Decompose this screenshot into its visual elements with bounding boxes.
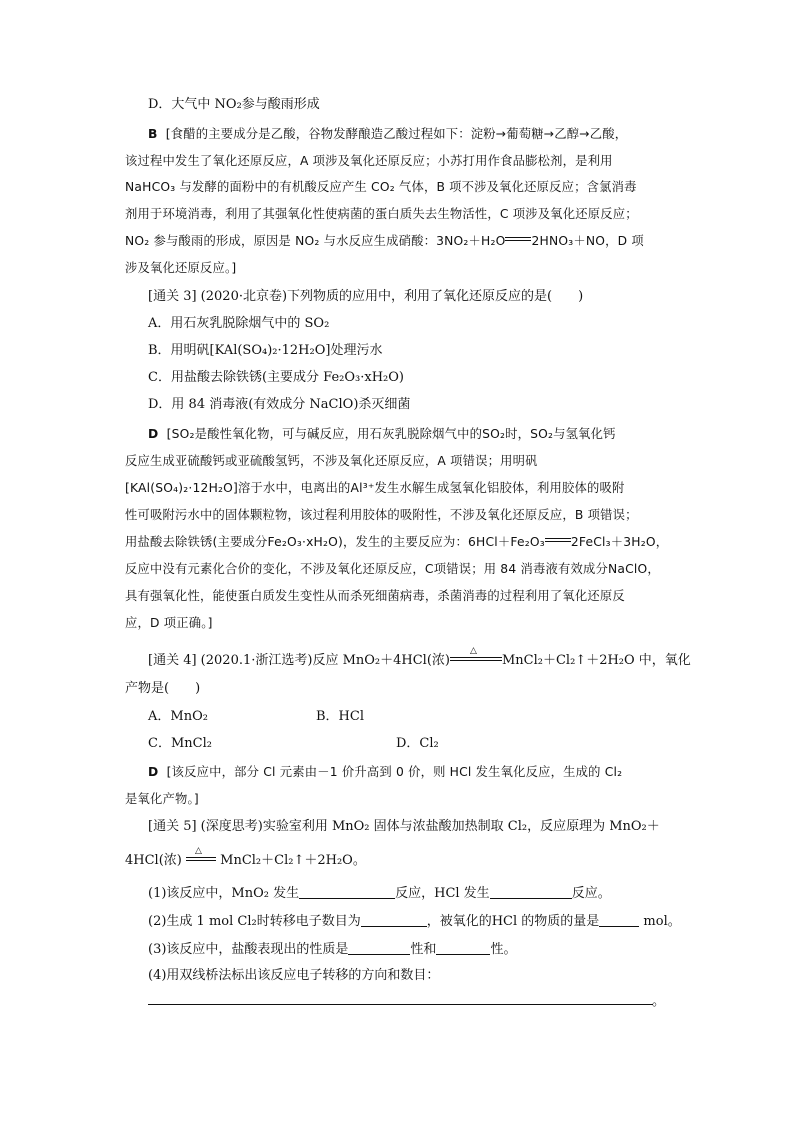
answer-explanation xyxy=(148,763,622,781)
answer-line[interactable] xyxy=(148,1004,653,1005)
explanation-text: [食醋的主要成分是乙酸，谷物发酵酿造乙酸过程如下：淀粉→葡萄糖→乙醇→乙酸， xyxy=(165,127,628,141)
sub-question-text: 反应，HCl 发生 xyxy=(395,886,490,901)
question-stem xyxy=(148,646,691,670)
sub-question-4: (4)用双线桥法标出该反应电子转移的方向和数目： xyxy=(148,968,440,983)
sub-question-text: 反应。 xyxy=(571,886,611,901)
answer-letter: B xyxy=(148,127,158,141)
answer-blank[interactable] xyxy=(436,940,490,955)
equals-sign xyxy=(505,235,531,245)
heat-symbol: △ xyxy=(195,846,202,856)
explanation-line: 剂用于环境消毒，利用了其强氧化性使病菌的蛋白质失去生物活性，C 项涉及氧化还原反应； xyxy=(125,207,638,221)
option-a: A．用石灰乳脱除烟气中的 SO₂ xyxy=(148,316,330,331)
answer-letter: D xyxy=(148,427,159,441)
answer-blank[interactable] xyxy=(490,884,572,899)
option-a: A．MnO₂ xyxy=(148,709,208,724)
explanation-line xyxy=(125,232,644,250)
sub-question-text: mol。 xyxy=(639,914,681,929)
sub-question-2 xyxy=(148,912,681,931)
answer-blank[interactable] xyxy=(299,884,395,899)
explanation-text: NO₂ 参与酸雨的形成，原因是 NO₂ 与水反应生成硝酸：3NO₂＋H₂O xyxy=(125,234,506,248)
answer-blank[interactable] xyxy=(599,912,639,927)
answer-letter: D xyxy=(148,765,159,779)
option-d: D．Cl₂ xyxy=(396,736,439,751)
option-d: D．用 84 消毒液(有效成分 NaClO)杀灭细菌 xyxy=(148,397,411,412)
option-b: B．用明矾[KAl(SO₄)₂·12H₂O]处理污水 xyxy=(148,343,383,358)
stem-text: MnCl₂＋Cl₂↑＋2H₂O。 xyxy=(220,853,366,868)
answer-explanation xyxy=(148,425,616,443)
sub-question-text: (2)生成 1 mol Cl₂时转移电子数目为 xyxy=(148,914,361,929)
option-d: D．大气中 NO₂参与酸雨形成 xyxy=(148,97,320,112)
explanation-line: 反应中没有元素化合价的变化，不涉及氧化还原反应，C项错误；用 84 消毒液有效成分NaClO， xyxy=(125,562,660,576)
sub-question-text: (3)该反应中，盐酸表现出的性质是 xyxy=(148,942,349,957)
explanation-line: 反应生成亚硫酸钙或亚硫酸氢钙，不涉及氧化还原反应，A 项错误；用明矾 xyxy=(125,454,538,468)
question-stem: [通关 3] (2020·北京卷)下列物质的应用中，利用了氧化还原反应的是( ) xyxy=(148,289,584,304)
explanation-line: [KAl(SO₄)₂·12H₂O]溶于水中，电离出的Al³⁺发生水解生成氢氧化铝胶体，利用胶体的吸附 xyxy=(125,481,625,495)
answer-blank[interactable] xyxy=(348,940,410,955)
stem-text: [通关 4] (2020.1·浙江选考)反应 MnO₂＋4HCl(浓) xyxy=(148,653,450,668)
sub-question-1 xyxy=(148,884,611,903)
explanation-line: 是氧化产物。] xyxy=(125,792,199,806)
explanation-line: NaHCO₃ 与发酵的面粉中的有机酸反应产生 CO₂ 气体，B 项不涉及氧化还原反应；含氯消毒 xyxy=(125,180,637,194)
explanation-line xyxy=(125,533,668,551)
explanation-text: 2FeCl₃＋3H₂O， xyxy=(570,535,669,549)
answer-blank[interactable] xyxy=(361,912,427,927)
question-stem: [通关 5] (深度思考)实验室利用 MnO₂ 固体与浓盐酸加热制取 Cl₂，反应原理为 MnO₂＋ xyxy=(148,819,660,834)
reaction-condition-arrow xyxy=(186,846,216,866)
explanation-line: 该过程中发生了氧化还原反应，A 项涉及氧化还原反应；小苏打用作食品膨松剂，是利用 xyxy=(125,154,613,168)
option-c: C．MnCl₂ xyxy=(148,736,212,751)
stem-text: MnCl₂＋Cl₂↑＋2H₂O 中，氧化 xyxy=(501,653,691,668)
equals-sign xyxy=(545,536,571,546)
sub-question-3 xyxy=(148,940,516,959)
explanation-text: 2HNO₃＋NO，D 项 xyxy=(531,234,644,248)
explanation-line: 性可吸附污水中的固体颗粒物，该过程利用胶体的吸附性，不涉及氧化还原反应，B 项错误； xyxy=(125,508,638,522)
sub-question-text: 性。 xyxy=(490,942,517,957)
sub-question-text: 性和 xyxy=(410,942,437,957)
end-mark: 。 xyxy=(652,994,666,1009)
option-b: B．HCl xyxy=(316,709,364,724)
option-c: C．用盐酸去除铁锈(主要成分 Fe₂O₃·xH₂O) xyxy=(148,370,404,385)
explanation-text: [该反应中，部分 Cl 元素由－1 价升高到 0 价，则 HCl 发生氧化反应，生成的 Cl₂ xyxy=(166,765,623,779)
sub-question-text: (1)该反应中，MnO₂ 发生 xyxy=(148,886,300,901)
explanation-line: 应，D 项正确。] xyxy=(125,616,213,630)
explanation-text: [SO₂是酸性氧化物，可与碱反应，用石灰乳脱除烟气中的SO₂时，SO₂与氢氧化钙 xyxy=(166,427,616,441)
stem-text: 4HCl(浓) xyxy=(125,853,182,868)
question-stem-cont xyxy=(125,846,366,870)
explanation-line: 具有强氧化性，能使蛋白质发生变性从而杀死细菌病毒，杀菌消毒的过程利用了氧化还原反 xyxy=(125,589,625,603)
sub-question-text: ，被氧化的HCl 的物质的量是 xyxy=(426,914,600,929)
explanation-line: 涉及氧化还原反应。] xyxy=(125,261,237,275)
answer-explanation xyxy=(148,125,627,143)
explanation-text: 用盐酸去除铁锈(主要成分Fe₂O₃·xH₂O)，发生的主要反应为：6HCl＋Fe₂O₃ xyxy=(125,535,545,549)
question-stem-cont: 产物是( ) xyxy=(125,681,201,696)
heat-symbol: △ xyxy=(469,646,477,656)
reaction-condition-arrow xyxy=(450,646,502,666)
